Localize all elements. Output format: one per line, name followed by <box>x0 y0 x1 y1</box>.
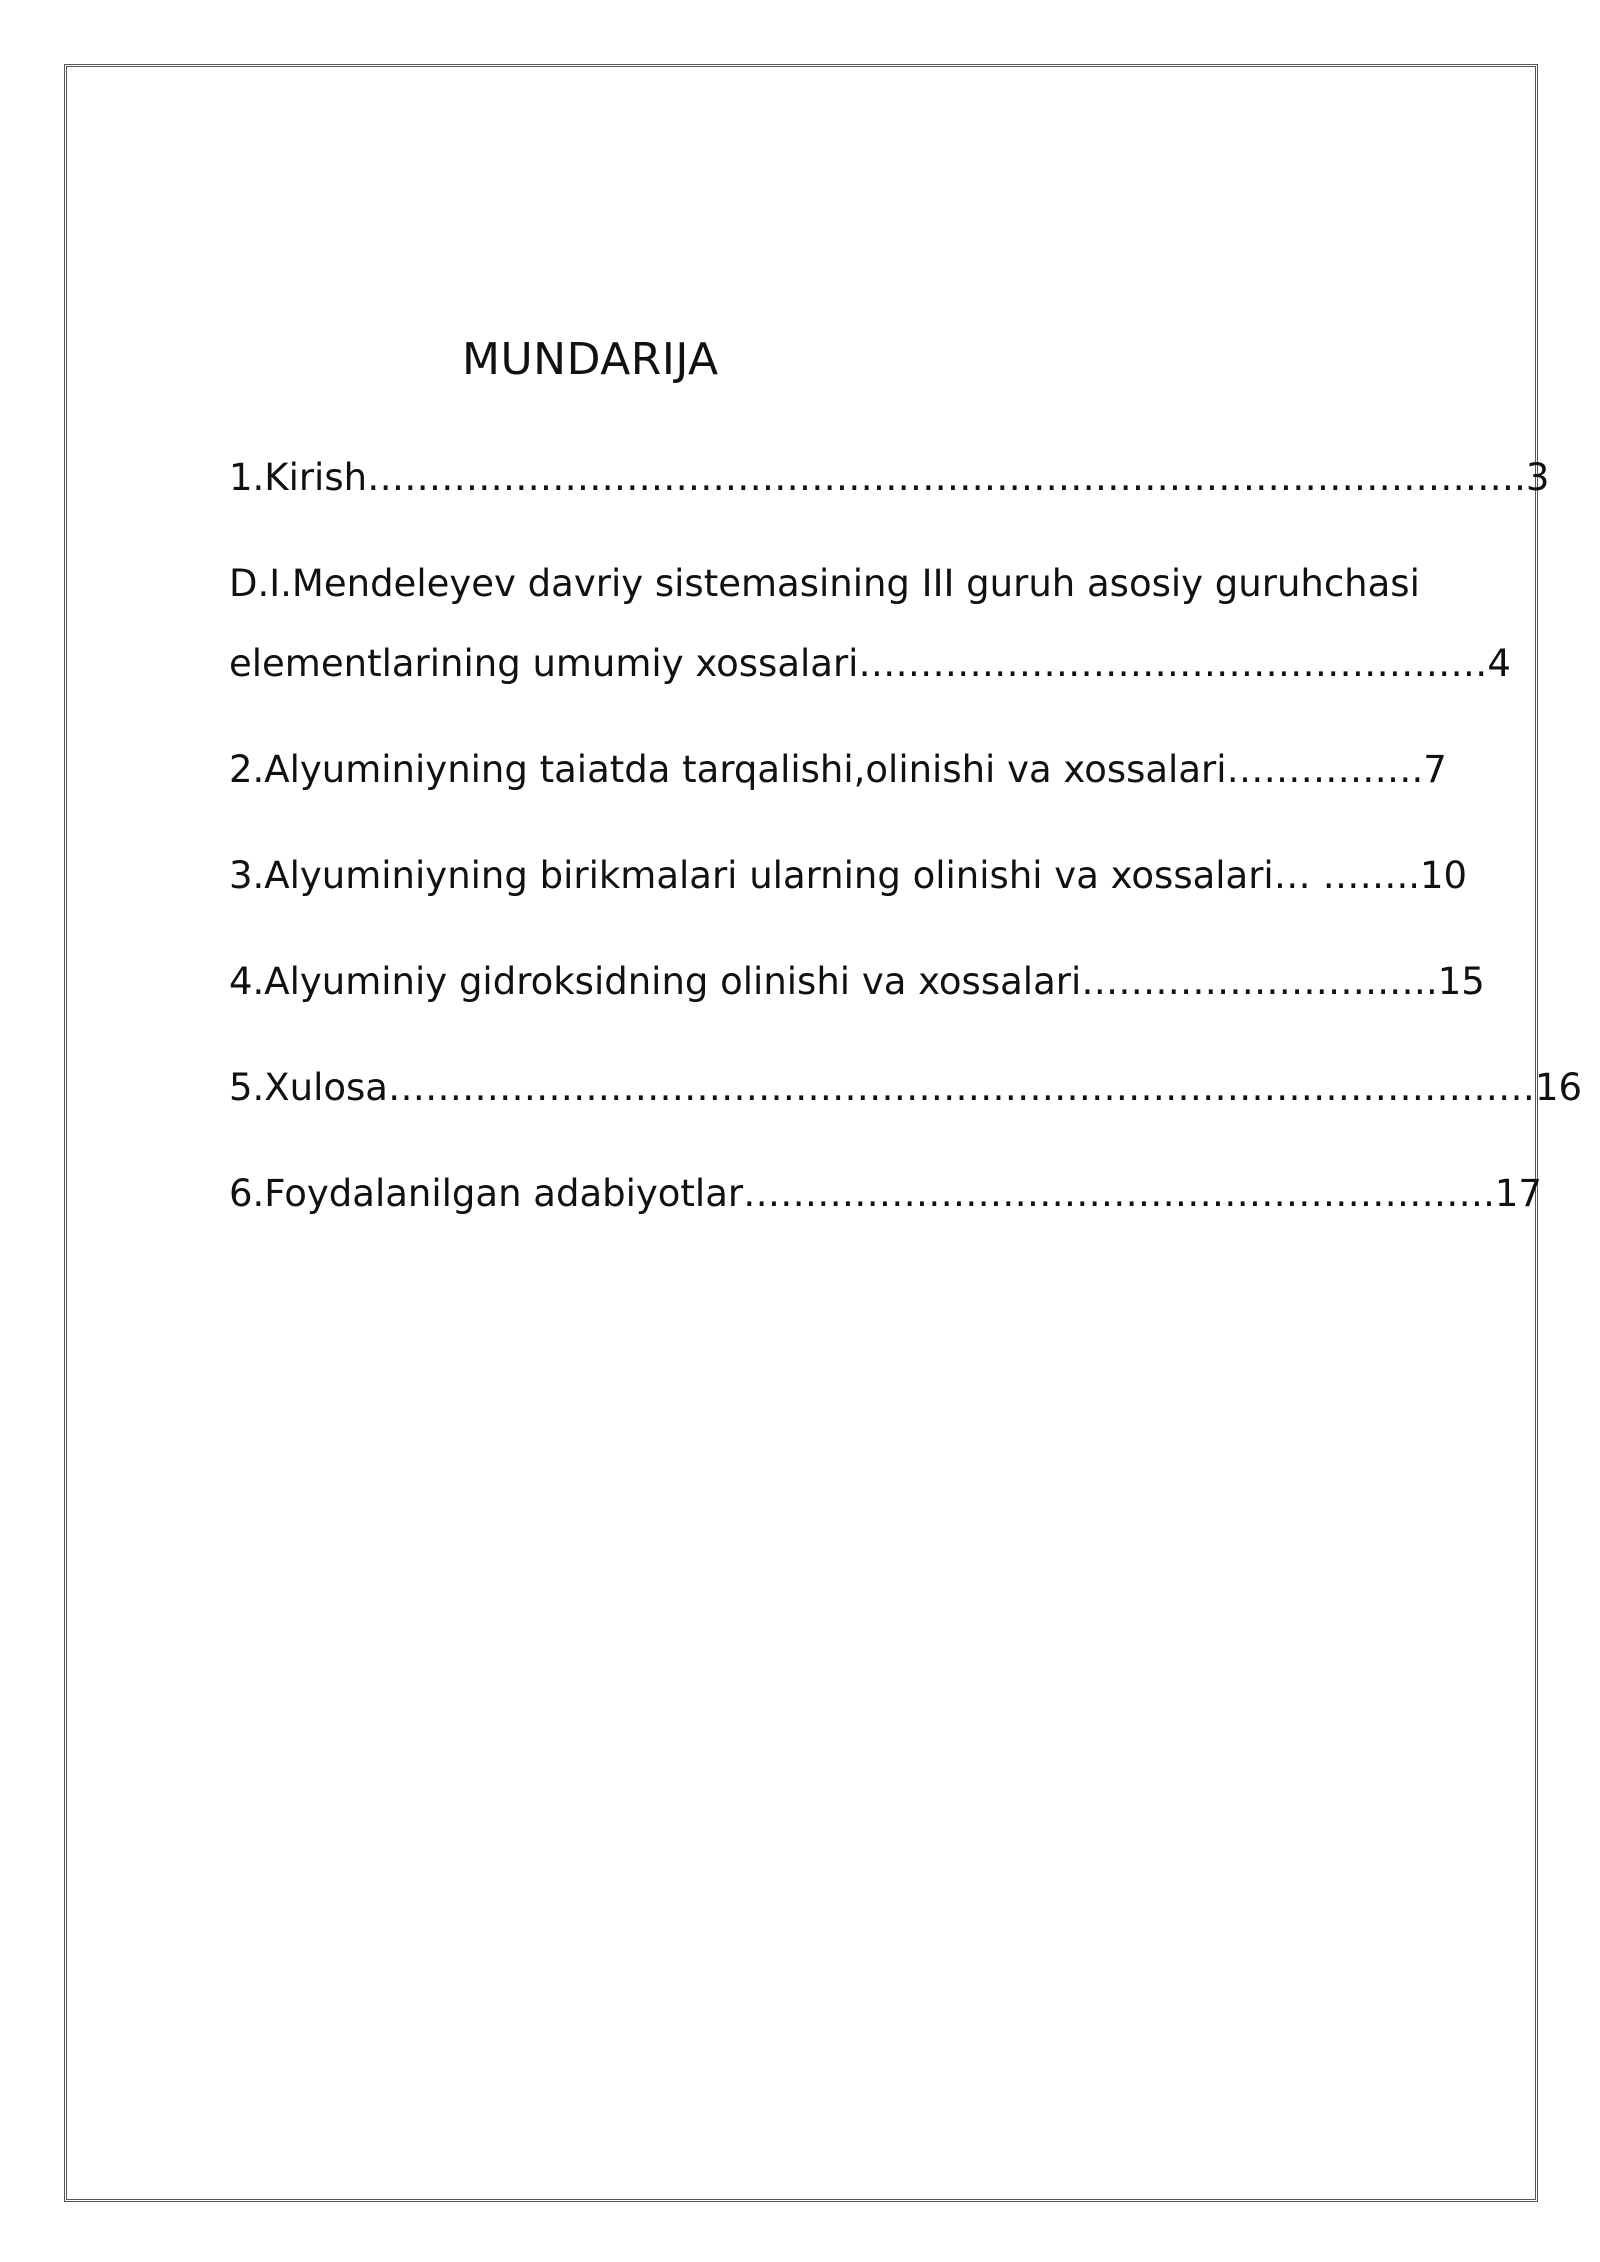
toc-entry-adabiyotlar: 6.Foydalanilgan adabiyotlar…………………………………………………….17 <box>229 1172 1542 1215</box>
toc-entry-mendeleyev-line2: elementlarining umumiy xossalari……………………………………………4 <box>229 642 1511 685</box>
toc-entry-birikmalari: 3.Alyuminiyning birikmalari ularning olinishi va xossalari… ……..10 <box>229 854 1468 897</box>
toc-entry-tarqalishi: 2.Alyuminiyning taiatda tarqalishi,olinishi va xossalari…………….7 <box>229 748 1447 791</box>
toc-entry-gidroksid: 4.Alyuminiy gidroksidning olinishi va xossalari…………………….….15 <box>229 960 1485 1003</box>
page-border <box>64 64 1538 2202</box>
toc-entry-kirish: 1.Kirish………………………………………………………………………………….3 <box>229 456 1550 499</box>
toc-title: MUNDARIJA <box>462 334 719 385</box>
toc-entry-mendeleyev-line1: D.I.Mendeleyev davriy sistemasining III guruh asosiy guruhchasi <box>229 562 1420 605</box>
toc-entry-xulosa: 5.Xulosa…………………………………………………………………………………16 <box>229 1066 1583 1109</box>
